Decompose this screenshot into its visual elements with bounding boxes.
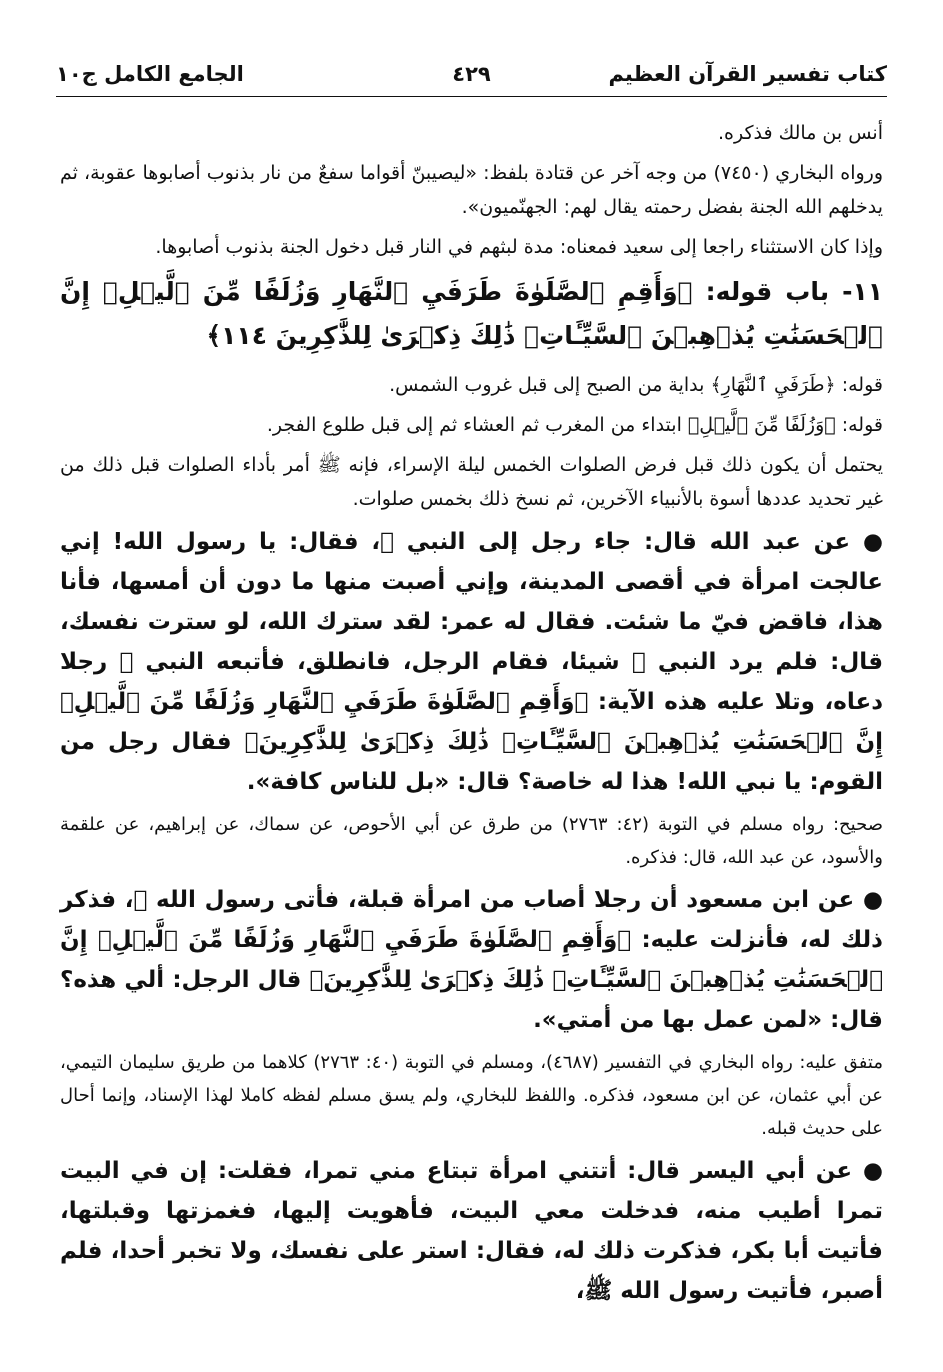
volume-title: الجامع الكامل ج١٠ [56, 62, 244, 86]
hadith-abdullah-grading: صحيح: رواه مسلم في التوبة (٤٢: ٢٧٦٣) من طرق عن أبي الأحوص، عن سماك، عن إبراهيم، عن علقمة والأسود، عن عبد الله، قال: فذكره. [60, 814, 883, 868]
hadith-ibn-masud-grading: متفق عليه: رواه البخاري في التفسير (٤٦٨٧)، ومسلم في التوبة (٤٠: ٢٧٦٣) كلاهما من طريق سليمان التيمي، عن أبي عثمان، عن ابن مسعود، فذكره. واللفظ للبخاري، ولم يسق مسلم لفظه كاملا لهذا الإسناد، وإنما أحال على حديث قبله. [60, 1052, 883, 1139]
chapter-heading: ١١- باب قوله: ﴿وَأَقِمِ ٱلصَّلَوٰةَ طَرَفَيِ ٱلنَّهَارِ وَزُلَفًا مِّنَ ٱلَّيۡلِۚ إِنَّ ٱلۡحَسَنَٰتِ يُذۡهِبۡنَ ٱلسَّيِّـَٔاتِۚ ذَٰلِكَ ذِكۡرَىٰ لِلذَّٰكِرِينَ ١١٤﴾ [60, 277, 883, 350]
tafsir-commentary: يحتمل أن يكون ذلك قبل فرض الصلوات الخمس ليلة الإسراء، فإنه ﷺ أمر بأداء الصلوات قبل ذلك من غير تحديد عددها أسوة بالأنبياء الآخرين، ثم نسخ ذلك بخمس صلوات. [60, 454, 883, 510]
page-number: ٤٢٩ [452, 62, 491, 86]
istithna-note: وإذا كان الاستثناء راجعا إلى سعيد فمعناه: مدة لبثهم في النار قبل دخول الجنة بذنوب أصابوها. [155, 236, 883, 258]
bukhari-note: ورواه البخاري (٧٤٥٠) من وجه آخر عن قتادة بلفظ: «ليصيبنّ أقواما سفعٌ من نار بذنوب أصابوها عقوبة، ثم يدخلهم الله الجنة بفضل رحمته يقال لهم: الجهنّميون». [60, 162, 884, 218]
page-body [60, 116, 883, 1317]
hadith-ibn-masud: ● عن ابن مسعود أن رجلا أصاب من امرأة قبلة، فأتى رسول الله ﷺ، فذكر ذلك له، فأنزلت عليه: ﴿وَأَقِمِ ٱلصَّلَوٰةَ طَرَفَيِ ٱلنَّهَارِ وَزُلَفًا مِّنَ ٱلَّيۡلِۚ إِنَّ ٱلۡحَسَنَٰتِ يُذۡهِبۡنَ ٱلسَّيِّـَٔاتِۚ ذَٰلِكَ ذِكۡرَىٰ لِلذَّٰكِرِينَ﴾ قال الرجل: ألي هذه؟ قال: «لمن عمل بها من أمتي». [60, 887, 883, 1033]
tafsir-line-1: قوله: ﴿طَرَفَيِ ٱلنَّهَارِ﴾ بداية من الصبح إلى قبل غروب الشمس. [389, 374, 883, 396]
hadith-abu-al-yusr: ● عن أبي اليسر قال: أتتني امرأة تبتاع مني تمرا، فقلت: إن في البيت تمرا أطيب منه، فدخلت معي البيت، فأهويت إليها، فغمزتها وقبلتها، فأتيت أبا بكر، فذكرت ذلك له، فقال: استر على نفسك، ولا تخبر أحدا، فلم أصبر، فأتيت رسول الله ﷺ، [60, 1158, 883, 1304]
tafsir-line-2: قوله: ﴿وَزُلَفًا مِّنَ ٱلَّيۡلِ﴾ ابتداء من المغرب ثم العشاء ثم إلى قبل طلوع الفجر. [266, 414, 883, 436]
page-header [56, 50, 887, 97]
hadith-abdullah: ● عن عبد الله قال: جاء رجل إلى النبي ﷺ، فقال: يا رسول الله! إني عالجت امرأة في أقصى المدينة، وإني أصبت منها ما دون أن أمسها، فأنا هذا، فاقض فيّ ما شئت. فقال له عمر: لقد سترك الله، لو سترت نفسك، قال: فلم يرد النبي ﷺ شيئا، فقام الرجل، فانطلق، فأتبعه النبي ﷺ رجلا دعاه، وتلا عليه هذه الآية: ﴿وَأَقِمِ ٱلصَّلَوٰةَ طَرَفَيِ ٱلنَّهَارِ وَزُلَفًا مِّنَ ٱلَّيۡلِۚ إِنَّ ٱلۡحَسَنَٰتِ يُذۡهِبۡنَ ٱلسَّيِّـَٔاتِۚ ذَٰلِكَ ذِكۡرَىٰ لِلذَّٰكِرِينَ﴾ فقال رجل من القوم: يا نبي الله! هذا له خاصة؟ قال: «بل للناس كافة». [60, 529, 883, 795]
text-line-continuation: أنس بن مالك فذكره. [717, 122, 883, 144]
book-title: كتاب تفسير القرآن العظيم [608, 62, 887, 86]
